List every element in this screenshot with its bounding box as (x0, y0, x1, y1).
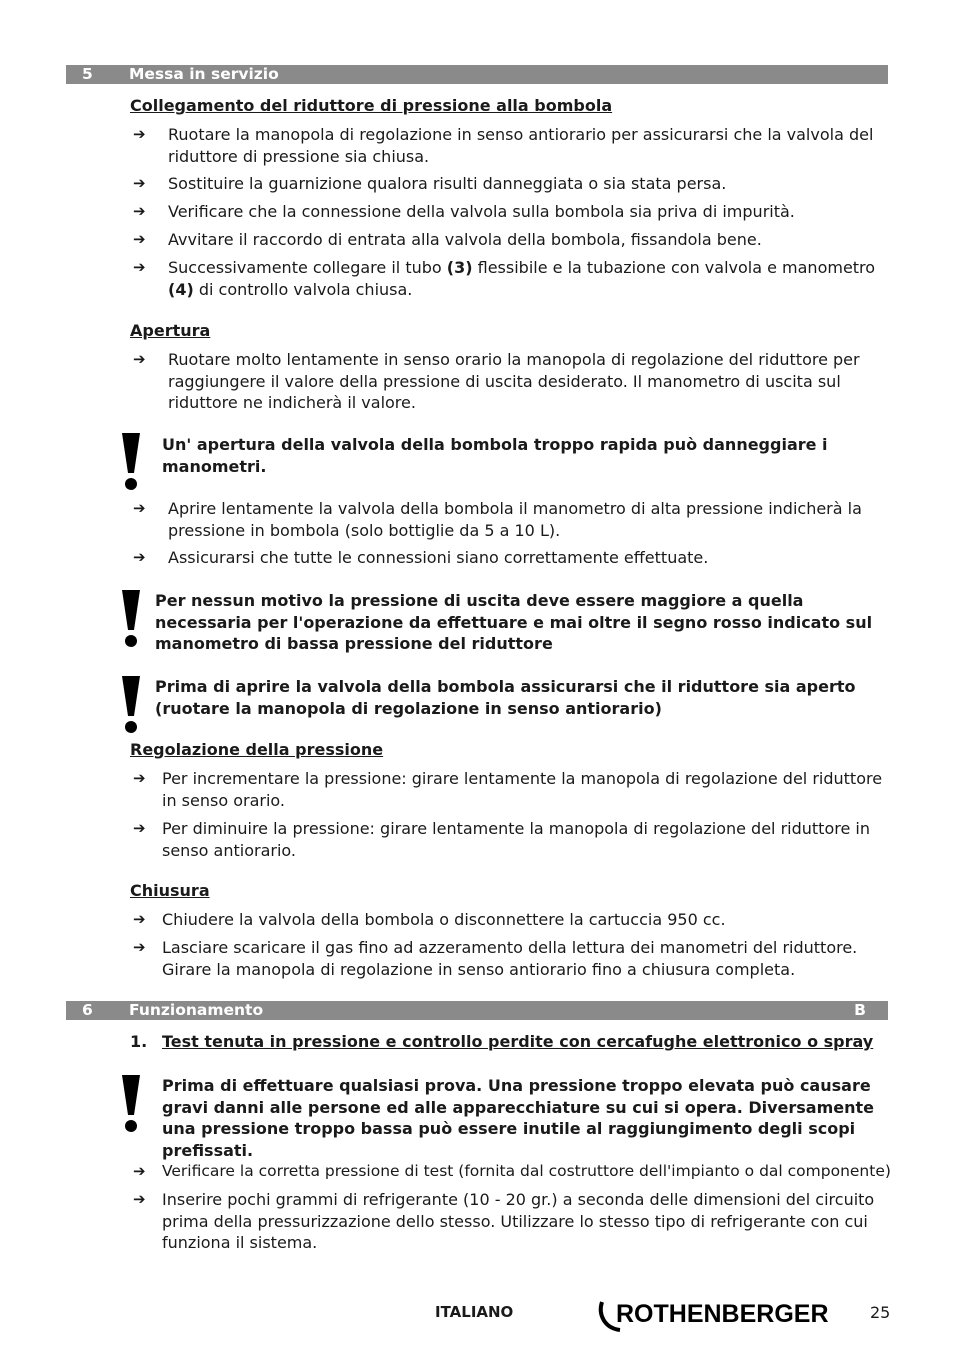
list-item-text: Lasciare scaricare il gas fino ad azzeramento della lettura dei manometri del riduttore. Girare la manopola di regolazione in senso antiorario fino a chiusura completa. (162, 938, 858, 979)
arrow-icon: ➔ (133, 499, 146, 517)
list-item-text: Assicurarsi che tutte le connessioni siano correttamente effettuate. (168, 548, 709, 567)
list-item-text: Sostituire la guarnizione qualora risulti danneggiata o sia stata persa. (168, 174, 727, 193)
arrow-icon: ➔ (133, 174, 146, 192)
warning-text: Per nessun motivo la pressione di uscita deve essere maggiore a quella necessaria per l'operazione da effettuare e mai oltre il segno rosso indicato sul manometro di bassa pressione del riduttore (155, 591, 873, 653)
list-item-text: Inserire pochi grammi di refrigerante (10 - 20 gr.) a seconda delle dimensioni del circuito prima della pressurizzazione dello stesso. Utilizzare lo stesso tipo di refrigerante con cui funziona il sistema. (162, 1190, 875, 1252)
arrow-icon: ➔ (133, 202, 146, 220)
section-number: 6 (82, 1001, 93, 1019)
section-title: Messa in servizio (129, 65, 279, 83)
page-number: 25 (870, 1303, 891, 1322)
step-number: 1. (130, 1032, 148, 1051)
rothenberger-logo (596, 1298, 841, 1334)
section-number: 5 (82, 65, 93, 83)
list-item-text: Ruotare molto lentamente in senso orario la manopola di regolazione del riduttore per raggiungere il valore della pressione di uscita desiderato. Il manometro di uscita sul riduttore ne indicherà il valore. (168, 350, 860, 412)
arrow-icon: ➔ (133, 769, 146, 787)
section-title: Funzionamento (129, 1001, 264, 1019)
list-item-text: Verificare la corretta pressione di test (fornita dal costruttore dell'impianto o dal componente) (162, 1162, 891, 1180)
arrow-icon: ➔ (133, 819, 146, 837)
step-title: Test tenuta in pressione e controllo perdite con cercafughe elettronico o spray (162, 1032, 874, 1051)
section-tag: B (854, 1001, 866, 1019)
arrow-icon: ➔ (133, 548, 146, 566)
section-6-header (66, 1001, 888, 1020)
list-item-text: Successivamente collegare il tubo (3) flessibile e la tubazione con valvola e manometro (4) di controllo valvola chiusa. (168, 258, 876, 299)
list-item-text: Per diminuire la pressione: girare lentamente la manopola di regolazione del riduttore in senso antiorario. (162, 819, 870, 860)
footer-language: ITALIANO (435, 1303, 514, 1321)
heading-apertura: Apertura (130, 321, 211, 340)
arrow-icon: ➔ (133, 1162, 146, 1180)
arrow-icon: ➔ (133, 230, 146, 248)
arrow-icon: ➔ (133, 1190, 146, 1208)
warning-exclamation-icon (116, 433, 146, 491)
heading-collegamento: Collegamento del riduttore di pressione alla bombola (130, 96, 613, 115)
warning-text: Prima di effettuare qualsiasi prova. Una pressione troppo elevata può causare gravi danni alle persone ed alle apparecchiature su cui si opera. Diversamente una pressione troppo bassa può essere inutile al raggiungimento degli scopi prefissati. (162, 1076, 875, 1160)
warning-exclamation-icon (116, 676, 146, 734)
brand-text: ROTHENBERGER (616, 1300, 829, 1328)
warning-exclamation-icon (116, 1075, 146, 1133)
arrow-icon: ➔ (133, 125, 146, 143)
warning-text: Prima di aprire la valvola della bombola assicurarsi che il riduttore sia aperto (ruotare la manopola di regolazione in senso antiorario) (155, 677, 856, 718)
list-item-text: Per incrementare la pressione: girare lentamente la manopola di regolazione del riduttore in senso orario. (162, 769, 883, 810)
list-item-text: Avvitare il raccordo di entrata alla valvola della bombola, fissandola bene. (168, 230, 762, 249)
warning-text: Un' apertura della valvola della bombola troppo rapida può danneggiare i manometri. (162, 435, 828, 476)
heading-regolazione: Regolazione della pressione (130, 740, 384, 759)
list-item-text: Aprire lentamente la valvola della bombola il manometro di alta pressione indicherà la pressione in bombola (solo bottiglie da 5 a 10 L). (168, 499, 862, 540)
section-5-header (66, 65, 888, 84)
arrow-icon: ➔ (133, 258, 146, 276)
list-item-text: Chiudere la valvola della bombola o disconnettere la cartuccia 950 cc. (162, 910, 726, 929)
arrow-icon: ➔ (133, 910, 146, 928)
warning-exclamation-icon (116, 590, 146, 648)
heading-chiusura: Chiusura (130, 881, 210, 900)
arrow-icon: ➔ (133, 350, 146, 368)
step-heading (130, 1032, 874, 1051)
list-item-text: Ruotare la manopola di regolazione in senso antiorario per assicurarsi che la valvola del riduttore di pressione sia chiusa. (168, 125, 874, 166)
list-item-text: Verificare che la connessione della valvola sulla bombola sia priva di impurità. (168, 202, 795, 221)
arrow-icon: ➔ (133, 938, 146, 956)
